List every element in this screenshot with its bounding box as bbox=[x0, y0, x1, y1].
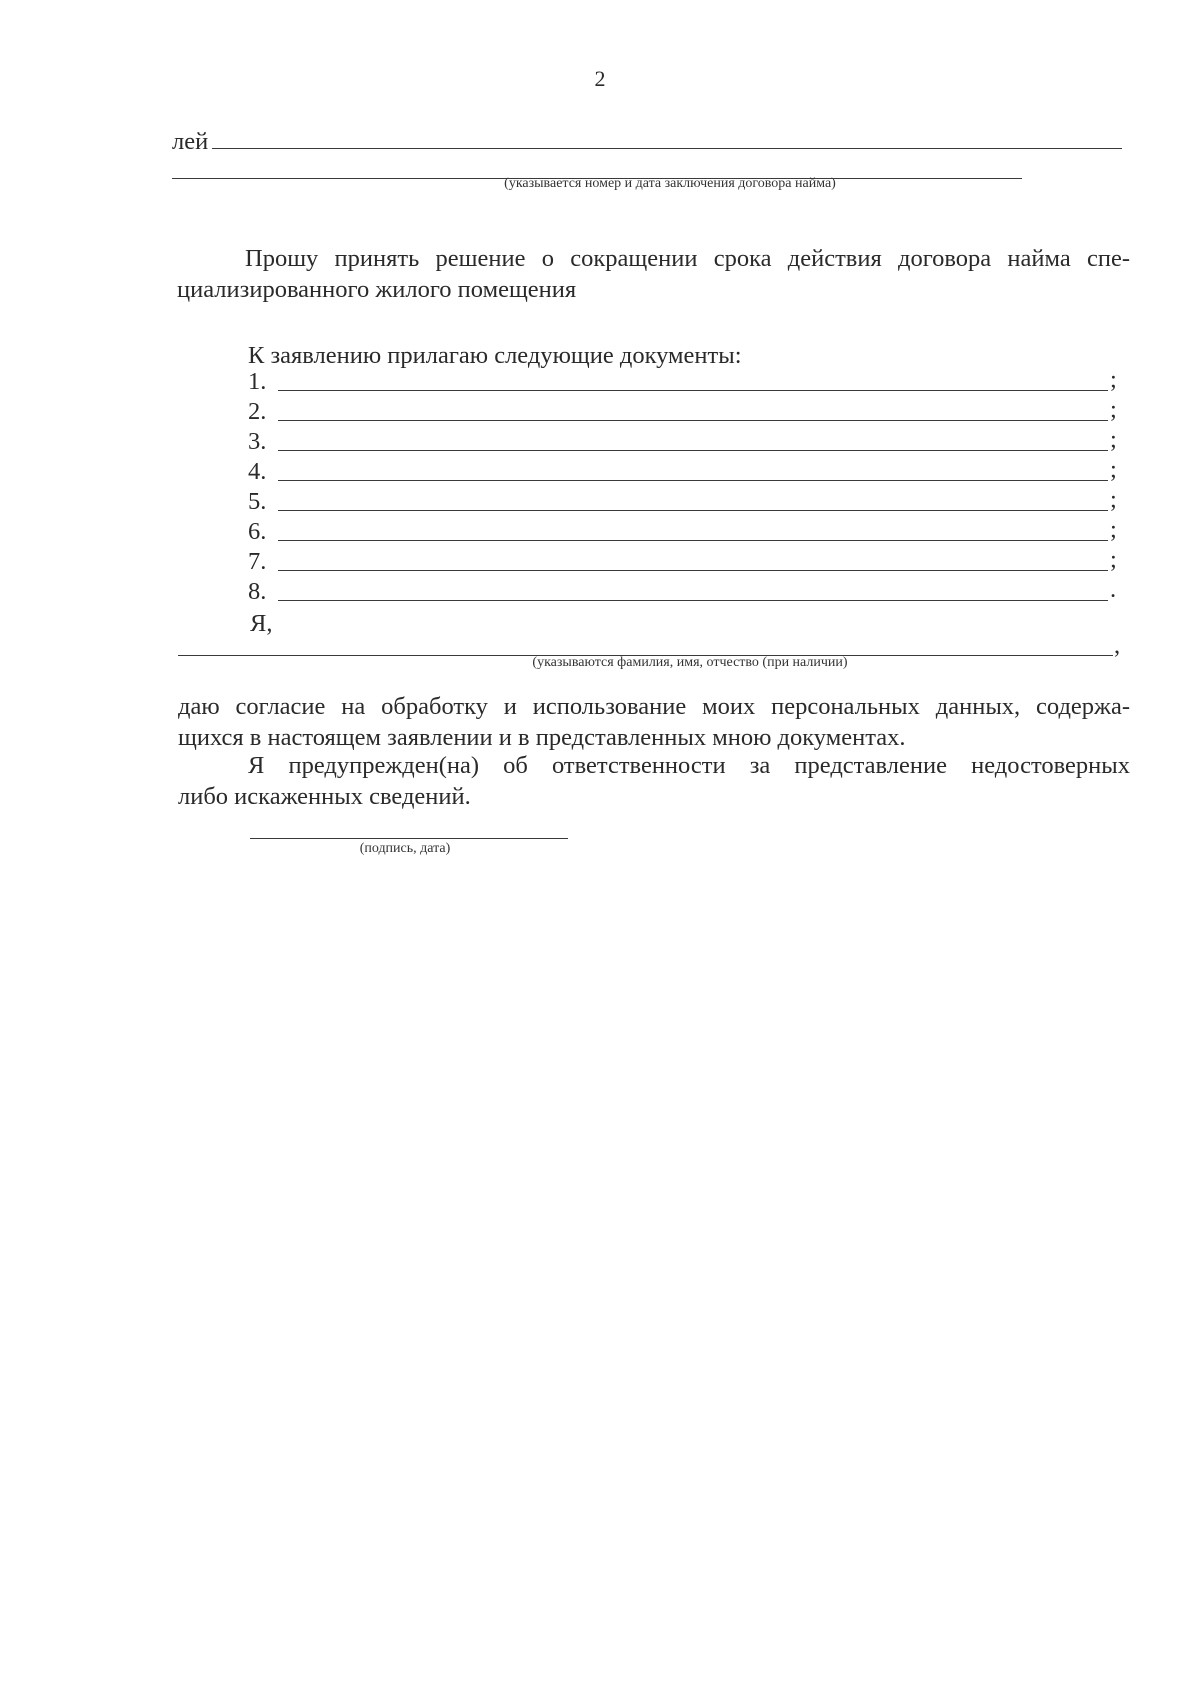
attachment-end-mark: ; bbox=[1110, 366, 1117, 393]
attachment-blank-line[interactable] bbox=[278, 390, 1108, 391]
consent-pronoun: Я, bbox=[250, 610, 273, 637]
attachment-end-mark: ; bbox=[1110, 396, 1117, 423]
attachment-number: 6. bbox=[248, 518, 267, 545]
attachment-blank-line[interactable] bbox=[278, 480, 1108, 481]
attachment-end-mark: ; bbox=[1110, 546, 1117, 573]
contract-caption: (указывается номер и дата заключения договора найма) bbox=[504, 176, 836, 191]
attachment-row-8 bbox=[248, 578, 1143, 608]
request-line-1: Прошу принять решение о сокращении срока действия договора найма спе- bbox=[245, 245, 1130, 272]
name-caption: (указываются фамилия, имя, отчество (при наличии) bbox=[532, 655, 848, 670]
attachment-row-5 bbox=[248, 488, 1143, 518]
attachment-row-6 bbox=[248, 518, 1143, 548]
attachment-end-mark: ; bbox=[1110, 516, 1117, 543]
contract-line-1 bbox=[212, 148, 1122, 149]
attachment-row-4 bbox=[248, 458, 1143, 488]
attachment-blank-line[interactable] bbox=[278, 540, 1108, 541]
attachment-number: 8. bbox=[248, 578, 267, 605]
attachment-number: 1. bbox=[248, 368, 267, 395]
attachment-row-2 bbox=[248, 398, 1143, 428]
attachment-number: 2. bbox=[248, 398, 267, 425]
name-comma: , bbox=[1114, 632, 1121, 659]
lead-word: лей bbox=[172, 128, 209, 155]
attachment-end-mark: ; bbox=[1110, 486, 1117, 513]
attachment-blank-line[interactable] bbox=[278, 570, 1108, 571]
consent-line-1: даю согласие на обработку и использование моих персональных данных, содержа- bbox=[178, 693, 1130, 720]
attachment-blank-line[interactable] bbox=[278, 600, 1108, 601]
attachment-number: 4. bbox=[248, 458, 267, 485]
attachment-blank-line[interactable] bbox=[278, 420, 1108, 421]
attachment-end-mark: ; bbox=[1110, 426, 1117, 453]
warning-line-1: Я предупрежден(на) об ответственности за представление недостоверных bbox=[248, 752, 1130, 779]
attachment-number: 5. bbox=[248, 488, 267, 515]
attachment-blank-line[interactable] bbox=[278, 450, 1108, 451]
signature-blank-line[interactable] bbox=[250, 838, 568, 839]
signature-caption: (подпись, дата) bbox=[359, 841, 451, 856]
attachment-number: 3. bbox=[248, 428, 267, 455]
page-number: 2 bbox=[594, 66, 606, 91]
request-line-2: циализированного жилого помещения bbox=[177, 276, 577, 303]
attachments-intro: К заявлению прилагаю следующие документы: bbox=[248, 342, 742, 369]
attachment-blank-line[interactable] bbox=[278, 510, 1108, 511]
attachment-end-mark: ; bbox=[1110, 456, 1117, 483]
consent-line-2: щихся в настоящем заявлении и в представленных мною документах. bbox=[178, 724, 906, 751]
attachment-end-mark: . bbox=[1110, 576, 1117, 603]
attachment-row-1 bbox=[248, 368, 1143, 398]
attachment-row-3 bbox=[248, 428, 1143, 458]
warning-line-2: либо искаженных сведений. bbox=[178, 783, 471, 810]
attachment-row-7 bbox=[248, 548, 1143, 578]
attachment-number: 7. bbox=[248, 548, 267, 575]
